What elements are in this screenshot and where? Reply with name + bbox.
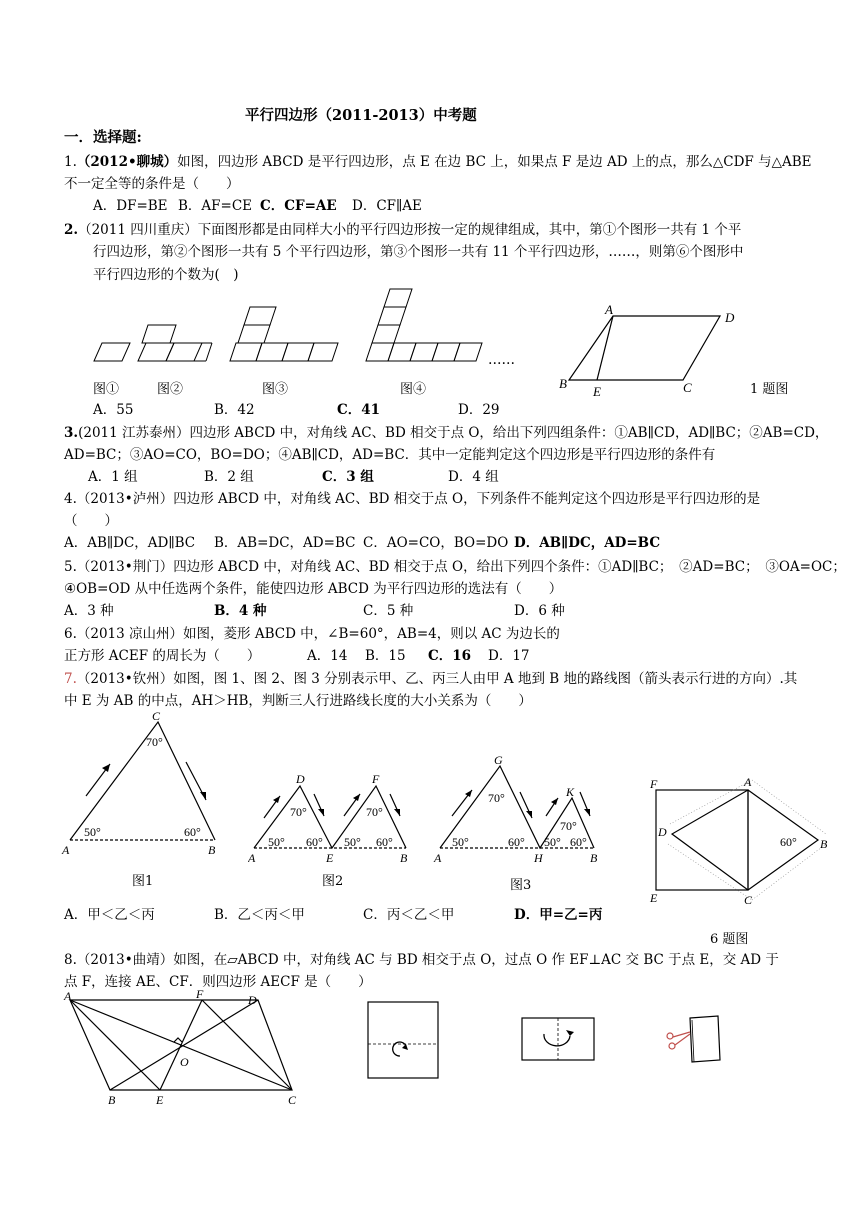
svg-text:70°: 70° xyxy=(290,805,307,819)
label-b: B xyxy=(820,837,828,851)
svg-text:60°: 60° xyxy=(780,835,797,849)
question-5-line2: ④OB=OD 从中任选两个条件，能使四边形 ABCD 为平行四边形的选法有（ ） xyxy=(64,581,563,597)
svg-text:50°: 50° xyxy=(84,825,101,839)
question-8-line2: 点 F，连接 AE、CF．则四边形 AECF 是（ ） xyxy=(64,974,372,990)
svg-text:70°: 70° xyxy=(488,791,505,805)
label-e: E xyxy=(326,851,334,865)
label-e: E xyxy=(593,384,601,399)
folding-paper-step-1 xyxy=(366,1000,440,1080)
label-b: B xyxy=(559,376,567,391)
svg-text:50°: 50° xyxy=(268,835,285,849)
q4-option-b: B．AB=DC，AD=BC xyxy=(214,535,356,551)
label-a: A xyxy=(64,990,72,1003)
label-h: H xyxy=(534,851,543,865)
q5-option-d: D．6 种 xyxy=(514,603,565,619)
folding-paper-step-2 xyxy=(520,1016,596,1062)
label-f: F xyxy=(372,772,380,786)
q4-option-d: D．AB∥DC，AD=BC xyxy=(514,535,661,551)
q7-option-c: C．丙＜乙＜甲 xyxy=(363,907,455,923)
label-e: E xyxy=(650,891,658,905)
question-6-line1: 6.（2013 凉山州）如图，菱形 ABCD 中，∠B=60°，AB=4，则以 AC 为边长的 xyxy=(64,626,560,642)
q3-option-d: D．4 组 xyxy=(448,469,499,485)
label-d: D xyxy=(725,310,735,325)
svg-text:60°: 60° xyxy=(570,835,587,849)
label-a: A xyxy=(248,851,256,865)
question-6-line2: 正方形 ACEF 的周长为（ ） xyxy=(64,648,261,664)
label-c: C xyxy=(288,1093,297,1107)
q5-option-c: C．5 种 xyxy=(363,603,414,619)
q6-option-b: B．15 xyxy=(365,648,406,664)
svg-text:50°: 50° xyxy=(344,835,361,849)
q6-rhombus-square-figure xyxy=(640,772,840,912)
label-d: D xyxy=(658,825,667,839)
question-3-line1: 3.(2011 江苏泰州）四边形 ABCD 中，对角线 AC、BD 相交于点 O，给出下列四组条件：①AB∥CD，AD∥BC；②AB=CD， xyxy=(64,425,829,441)
svg-text:60°: 60° xyxy=(508,835,525,849)
label-a: A xyxy=(62,843,70,857)
question-7-line2: 中 E 为 AB 的中点，AH＞HB，判断三人行进路线长度的大小关系为（ ） xyxy=(64,693,532,709)
svg-text:60°: 60° xyxy=(184,825,201,839)
svg-text:70°: 70° xyxy=(366,805,383,819)
figure-caption-3: 图③ xyxy=(262,382,289,397)
label-a: A xyxy=(605,302,613,317)
q6-figure-caption: 6 题图 xyxy=(710,932,749,947)
label-a: A xyxy=(744,775,752,789)
label-f: F xyxy=(650,777,658,791)
question-3-line2: AD=BC；③AO=CO，BO=DO；④AB∥CD，AD=BC．其中一定能判定这个四边形是平行四边形的条件有 xyxy=(64,447,716,463)
q3-option-b: B．2 组 xyxy=(204,469,254,485)
q1-option-a: A．DF=BE xyxy=(93,198,168,214)
label-b: B xyxy=(208,843,216,857)
q4-option-c: C．AO=CO，BO=DO xyxy=(363,535,509,551)
question-8-line1: 8.（2013•曲靖）如图，在▱ABCD 中，对角线 AC 与 BD 相交于点 O，过点 O 作 EF⊥AC 交 BC 于点 E，交 AD 于 xyxy=(64,952,779,968)
q4-option-a: A．AB∥DC，AD∥BC xyxy=(64,535,196,551)
question-1-line2: 不一定全等的条件是（ ） xyxy=(64,176,240,192)
figure-caption-2: 图② xyxy=(157,382,184,397)
q2-option-b: B．42 xyxy=(214,402,255,418)
question-2-line2: 行四边形，第②个图形一共有 5 个平行四边形，第③个图形一共有 11 个平行四边形，……，则第⑥个图形中 xyxy=(93,244,744,260)
q2-option-c: C．41 xyxy=(337,402,381,418)
q1-parallelogram-figure xyxy=(555,300,745,400)
q7-option-a: A．甲＜乙＜丙 xyxy=(64,907,155,923)
question-4-line2: （ ） xyxy=(64,513,118,529)
scissors-cut-step xyxy=(660,1010,730,1068)
q5-option-b: B．4 种 xyxy=(214,603,267,619)
label-d: D xyxy=(296,772,305,786)
svg-text:60°: 60° xyxy=(306,835,323,849)
question-7-line1: 7.（2013•钦州）如图，图 1、图 2、图 3 分别表示甲、乙、丙三人由甲 A 地到 B 地的路线图（箭头表示行进的方向）.其 xyxy=(64,671,798,687)
label-a: A xyxy=(434,851,442,865)
question-5-line1: 5.（2013•荆门）四边形 ABCD 中，对角线 AC、BD 相交于点 O，给出下列四个条件：①AD∥BC； ②AD=BC； ③OA=OC； xyxy=(64,559,846,575)
label-b: B xyxy=(108,1093,116,1107)
q1-figure-caption: 1 题图 xyxy=(750,382,789,397)
scissors-icon xyxy=(667,1032,690,1049)
q1-option-b: B．AF=CE xyxy=(178,198,253,214)
label-c: C xyxy=(152,712,161,723)
q8-parallelogram-figure xyxy=(62,990,312,1108)
label-b: B xyxy=(400,851,408,865)
svg-text:70°: 70° xyxy=(560,819,577,833)
route-figure-1 xyxy=(60,712,230,862)
label-f: F xyxy=(196,990,204,1001)
route-caption-2: 图2 xyxy=(322,874,344,889)
q6-option-c: C．16 xyxy=(428,648,472,664)
question-1-line1: 1.（2012•聊城）如图，四边形 ABCD 是平行四边形，点 E 在边 BC 上，如果点 F 是边 AD 上的点，那么△CDF 与△ABE xyxy=(64,154,812,170)
q1-option-c: C．CF=AE xyxy=(260,198,337,214)
q3-option-c: C．3 组 xyxy=(322,469,374,485)
q7-option-d: D．甲=乙=丙 xyxy=(514,907,603,923)
svg-text:50°: 50° xyxy=(452,835,469,849)
svg-text:60°: 60° xyxy=(376,835,393,849)
question-2-line1: 2.（2011 四川重庆）下面图形都是由同样大小的平行四边形按一定的规律组成，其中，第①个图形一共有 1 个平 xyxy=(64,222,742,238)
route-figure-2 xyxy=(248,768,418,868)
label-o: O xyxy=(180,1055,189,1069)
label-c: C xyxy=(683,380,692,395)
route-caption-3: 图3 xyxy=(510,878,532,893)
figure-caption-1: 图① xyxy=(93,382,120,397)
q1-option-d: D．CF∥AE xyxy=(352,198,422,214)
parallelogram-pattern-figure xyxy=(90,285,530,375)
q6-option-d: D．17 xyxy=(488,648,530,664)
q6-option-a: A．14 xyxy=(307,648,348,664)
label-g: G xyxy=(494,756,503,767)
label-k: K xyxy=(566,785,575,799)
q2-option-a: A．55 xyxy=(93,402,134,418)
figure-caption-4: 图④ xyxy=(400,382,427,397)
pattern-ellipsis: …… xyxy=(488,352,515,368)
q3-option-a: A．1 组 xyxy=(88,469,138,485)
question-4-line1: 4.（2013•泸州）四边形 ABCD 中，对角线 AC、BD 相交于点 O，下列条件不能判定这个四边形是平行四边形的是 xyxy=(64,491,761,507)
svg-text:50°: 50° xyxy=(544,835,561,849)
q2-option-d: D．29 xyxy=(458,402,500,418)
label-b: B xyxy=(590,851,598,865)
route-caption-1: 图1 xyxy=(132,874,154,889)
q7-option-b: B．乙＜丙＜甲 xyxy=(214,907,305,923)
page-title: 平行四边形（2011-2013）中考题 xyxy=(245,107,477,124)
section-heading: 一．选择题: xyxy=(64,129,142,146)
svg-text:70°: 70° xyxy=(146,735,163,749)
label-e: E xyxy=(156,1093,164,1107)
label-c: C xyxy=(744,893,753,907)
route-figure-3 xyxy=(432,756,607,868)
label-d: D xyxy=(248,993,257,1007)
question-2-line3: 平行四边形的个数为( ) xyxy=(93,267,239,283)
q5-option-a: A．3 种 xyxy=(64,603,114,619)
